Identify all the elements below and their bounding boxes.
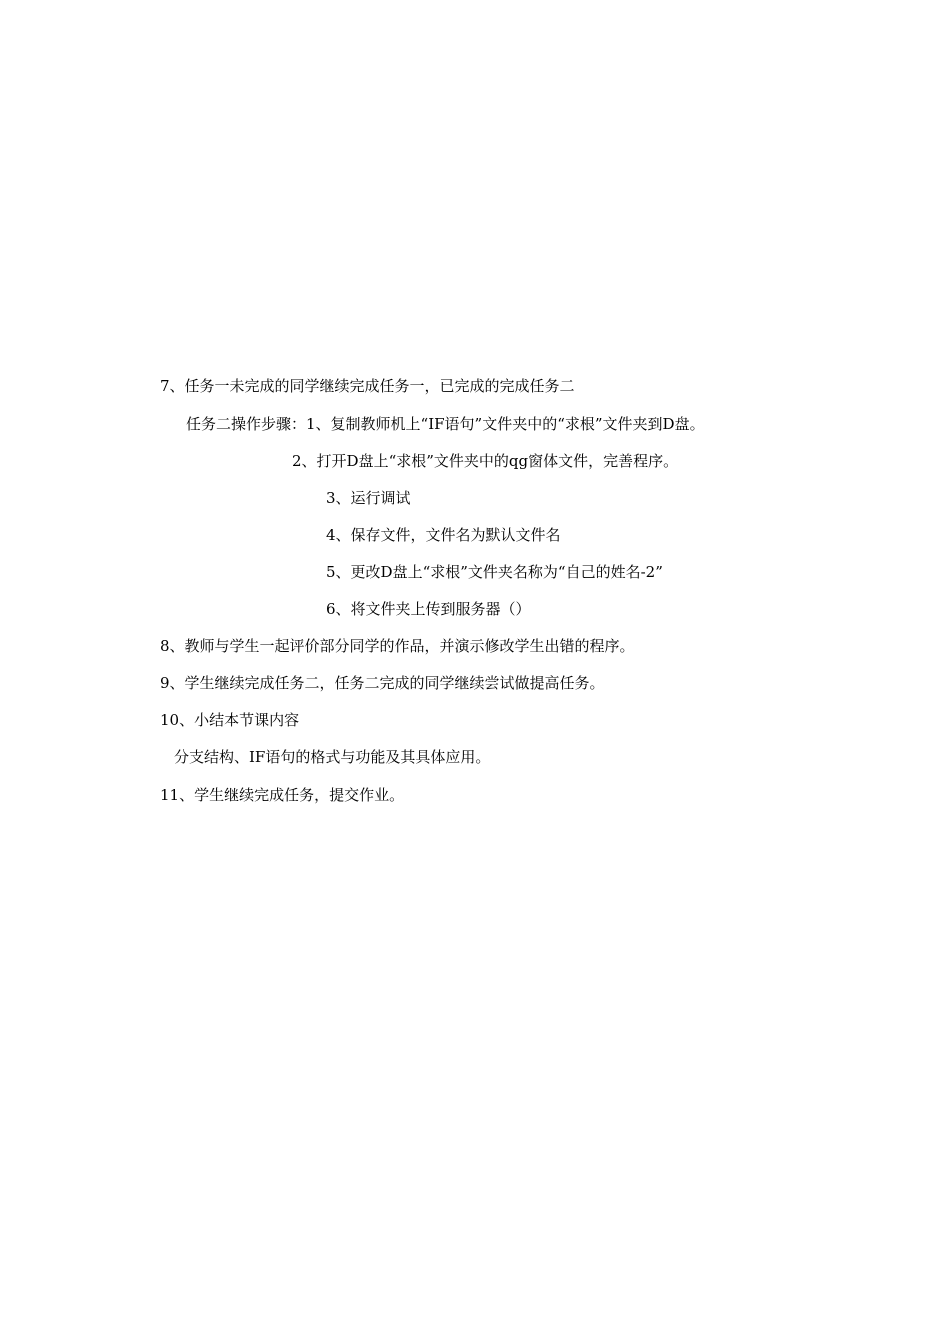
step-9-text: 9、学生继续完成任务二，任务二完成的同学继续尝试做提高任务。 (160, 674, 605, 692)
task2-step-6: 6、将文件夹上传到服务器（） (326, 600, 531, 618)
task2-step-3: 3、运行调试 (326, 489, 411, 507)
step-10-text: 10、小结本节课内容 (160, 711, 300, 729)
task2-step-4: 4、保存文件，文件名为默认文件名 (326, 526, 561, 544)
step-11-text: 11、学生继续完成任务，提交作业。 (160, 786, 405, 804)
summary-text: 分支结构、IF语句的格式与功能及其具体应用。 (174, 748, 491, 766)
task2-steps-heading: 任务二操作步骤：1、复制教师机上“IF语句”文件夹中的“求根”文件夹到D盘。 (186, 415, 705, 433)
task2-step-2: 2、打开D盘上“求根”文件夹中的qg窗体文件，完善程序。 (292, 452, 679, 470)
task2-step-5: 5、更改D盘上“求根”文件夹名称为“自己的姓名-2” (326, 563, 663, 581)
step-8-text: 8、教师与学生一起评价部分同学的作品，并演示修改学生出错的程序。 (160, 637, 635, 655)
step-7-text: 7、任务一未完成的同学继续完成任务一，已完成的完成任务二 (160, 377, 575, 395)
